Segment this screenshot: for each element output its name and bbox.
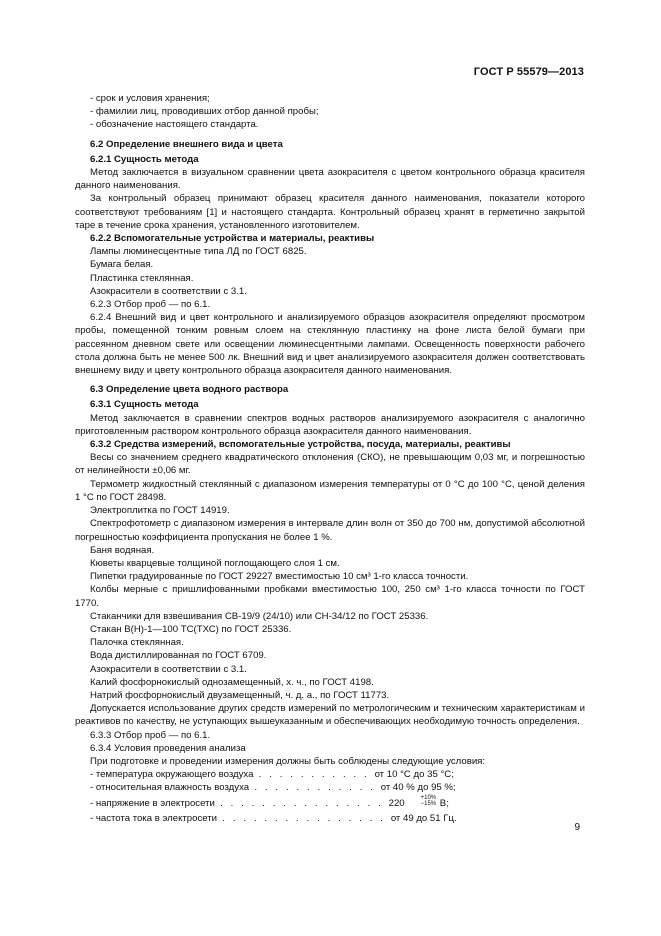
condition-row-temperature: - температура окружающего воздуха . . . . . . . . . . . от 10 °С до 35 °С;	[90, 769, 454, 781]
paragraph: За контрольный образец принимают образец красителя данного наименования, показатели которого соответствуют требованиям [1] и настоящего стандарта. Контрольный образец хранят в герметично закрытой таре в течение срока хранения, установленного изготовителем.	[75, 193, 585, 231]
paragraph: Бумага белая.	[90, 259, 154, 271]
section-heading-6-3: 6.3 Определение цвета водного раствора	[90, 384, 289, 396]
paragraph: Пипетки градуированные по ГОСТ 29227 вместимостью 10 см³ 1-го класса точности.	[90, 571, 469, 583]
paragraph: Баня водяная.	[90, 544, 155, 556]
paragraph: 6.2.3 Отбор проб — по 6.1.	[90, 299, 211, 311]
paragraph: Азокрасители в соответствии с 3.1.	[90, 285, 247, 297]
paragraph: Спектрофотометр с диапазоном измерения в интервале длин волн от 350 до 700 нм, допустимой абсолютной погрешностью коэффициента пропускания не более 1 %.	[75, 518, 585, 543]
paragraph: Пластинка стеклянная.	[90, 272, 194, 284]
paragraph: 6.3.4 Условия проведения анализа	[90, 742, 246, 754]
condition-row-frequency: - частота тока в электросети . . . . . . . . . . . . . . . . от 49 до 51 Гц.	[90, 812, 457, 824]
paragraph: Колбы мерные с пришлифованными пробками вместимостью 100, 250 см³ 1-го класса точности по ГОСТ 1770.	[75, 584, 585, 609]
paragraph: Вода дистиллированная по ГОСТ 6709.	[90, 650, 267, 662]
document-header: ГОСТ Р 55579—2013	[473, 66, 584, 78]
bullet-item: - обозначение настоящего стандарта.	[90, 119, 259, 131]
paragraph: Метод заключается в сравнении спектров водных растворов анализируемого азокрасителя с аналогично приготовленным раствором контрольного образца азокрасителя данного наименования.	[75, 412, 585, 437]
paragraph: Азокрасители в соответствии с 3.1.	[90, 663, 247, 675]
subsection-heading-6-3-1: 6.3.1 Сущность метода	[90, 399, 199, 411]
paragraph: Кюветы кварцевые толщиной поглощающего слоя 1 см.	[90, 557, 340, 569]
paragraph: Палочка стеклянная.	[90, 637, 184, 649]
paragraph: Термометр жидкостный стеклянный с диапазоном измерения температуры от 0 °С до 100 °С, ценой деления 1 °С по ГОСТ 28498.	[75, 478, 585, 503]
paragraph: Метод заключается в визуальном сравнении цвета азокрасителя с цветом контрольного образца красителя данного наименования.	[75, 167, 585, 192]
subsection-heading-6-2-1: 6.2.1 Сущность метода	[90, 153, 199, 165]
paragraph: 6.3.3 Отбор проб — по 6.1.	[90, 729, 211, 741]
bullet-item: - срок и условия хранения;	[90, 93, 210, 104]
page-number: 9	[574, 822, 580, 833]
paragraph: 6.2.4 Внешний вид и цвет контрольного и анализируемого образцов азокрасителя определяют просмотром пробы, помещенной тонким ровным слоем на стеклянную пластинку на фоне листа белой бумаги при рассеянном дневном свете или освещении люминесцентными лампами. Освещенность поверхности рабочего стола должна быть не менее 500 лк. Внешний вид и цвет анализируемого азокрасителя должен соответствовать внешнему виду и цвету контрольного образца азокрасителя данного наименования.	[75, 312, 585, 377]
condition-row-voltage: - напряжение в электросети . . . . . . . . . . . . . . . . 220 +10% −15% В;	[90, 795, 449, 809]
paragraph: Электроплитка по ГОСТ 14919.	[90, 505, 230, 517]
paragraph: Лампы люминесцентные типа ЛД по ГОСТ 6825.	[90, 246, 307, 258]
voltage-tolerance: +10% −15%	[420, 795, 437, 808]
paragraph: Калий фосфорнокислый однозамещенный, х. ч., по ГОСТ 4198.	[90, 676, 374, 688]
paragraph: Стаканчики для взвешивания СВ-19/9 (24/10) или СН-34/12 по ГОСТ 25336.	[90, 610, 429, 622]
paragraph: При подготовке и проведении измерения должны быть соблюдены следующие условия:	[90, 755, 486, 767]
subsection-heading-6-3-2: 6.3.2 Средства измерений, вспомогательные устройства, посуда, материалы, реактивы	[90, 439, 511, 451]
document-body	[75, 92, 585, 825]
paragraph: Стакан В(Н)-1—100 ТС(ТХС) по ГОСТ 25336.	[90, 623, 292, 635]
paragraph: Допускается использование других средств измерений по метрологическим и техническим характеристикам и реактивов по качеству, не уступающих вышеуказанным и обеспечивающих необходимую точность определения.	[75, 703, 585, 728]
paragraph: Натрий фосфорнокислый двузамещенный, ч. д. а., по ГОСТ 11773.	[90, 689, 390, 701]
condition-row-humidity: - относительная влажность воздуха . . . . . . . . . . . . от 40 % до 95 %;	[90, 782, 456, 794]
subsection-heading-6-2-2: 6.2.2 Вспомогательные устройства и материалы, реактивы	[90, 233, 375, 245]
paragraph: Весы со значением среднего квадратического отклонения (СКО), не превышающим 0,03 мг, и погрешностью от нелинейности ±0,06 мг.	[75, 452, 585, 477]
bullet-item: - фамилии лиц, проводивших отбор данной пробы;	[90, 106, 319, 118]
section-heading-6-2: 6.2 Определение внешнего вида и цвета	[90, 138, 283, 150]
